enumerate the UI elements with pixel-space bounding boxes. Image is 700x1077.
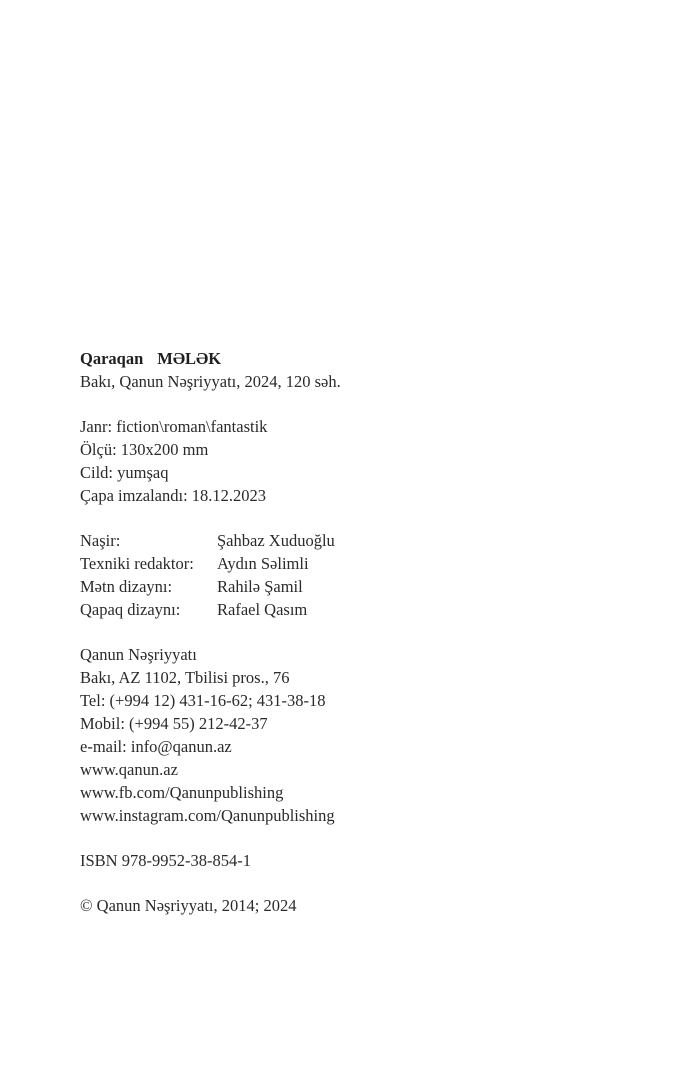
publisher-name: Qanun Nəşriyyatı [80,645,197,664]
publisher-email: e-mail: info@qanun.az [80,737,232,756]
credit-value: Aydın Səlimli [217,554,309,573]
credit-value: Rafael Qasım [217,600,308,619]
credit-label: Qapaq dizaynı: [80,600,181,619]
credits-list [80,529,640,621]
book-title: MƏLƏK [157,349,222,368]
spacer [80,827,640,849]
publisher-phone: Tel: (+994 12) 431-16-62; 431-38-18 [80,691,326,710]
credit-value: Rahilə Şamil [217,577,303,596]
publisher-website: www.qanun.az [80,760,178,779]
isbn: ISBN 978-9952-38-854-1 [80,851,251,870]
credit-value: Şahbaz Xuduoğlu [217,531,335,550]
spacer [80,507,640,529]
publisher-address: Bakı, AZ 1102, Tbilisi pros., 76 [80,668,290,687]
credit-label: Naşir: [80,531,121,550]
credit-row-technical-editor [80,552,640,575]
specs-list [80,415,640,507]
publisher-instagram: www.instagram.com/Qanunpublishing [80,806,335,825]
spacer [80,621,640,643]
credit-row-text-design [80,575,640,598]
credit-row-cover-design [80,598,640,621]
publisher-facebook: www.fb.com/Qanunpublishing [80,783,284,802]
imprint-line: Bakı, Qanun Nəşriyyatı, 2024, 120 səh. [80,372,341,391]
book-heading [80,347,640,370]
credit-label: Mətn dizaynı: [80,577,173,596]
spec-binding: Cild: yumşaq [80,463,169,482]
author-name: Qaraqan [80,349,144,368]
publisher-contacts [80,643,640,827]
credit-label: Texniki redaktor: [80,554,194,573]
spacer [80,393,640,415]
spec-size: Ölçü: 130x200 mm [80,440,209,459]
spacer [80,872,640,894]
credit-row-publisher [80,529,640,552]
publisher-mobile: Mobil: (+994 55) 212-42-37 [80,714,268,733]
copyright: © Qanun Nəşriyyatı, 2014; 2024 [80,896,297,915]
spec-genre: Janr: fiction\roman\fantastik [80,417,268,436]
imprint-block [80,347,640,917]
spec-print-date: Çapa imzalandı: 18.12.2023 [80,486,267,505]
